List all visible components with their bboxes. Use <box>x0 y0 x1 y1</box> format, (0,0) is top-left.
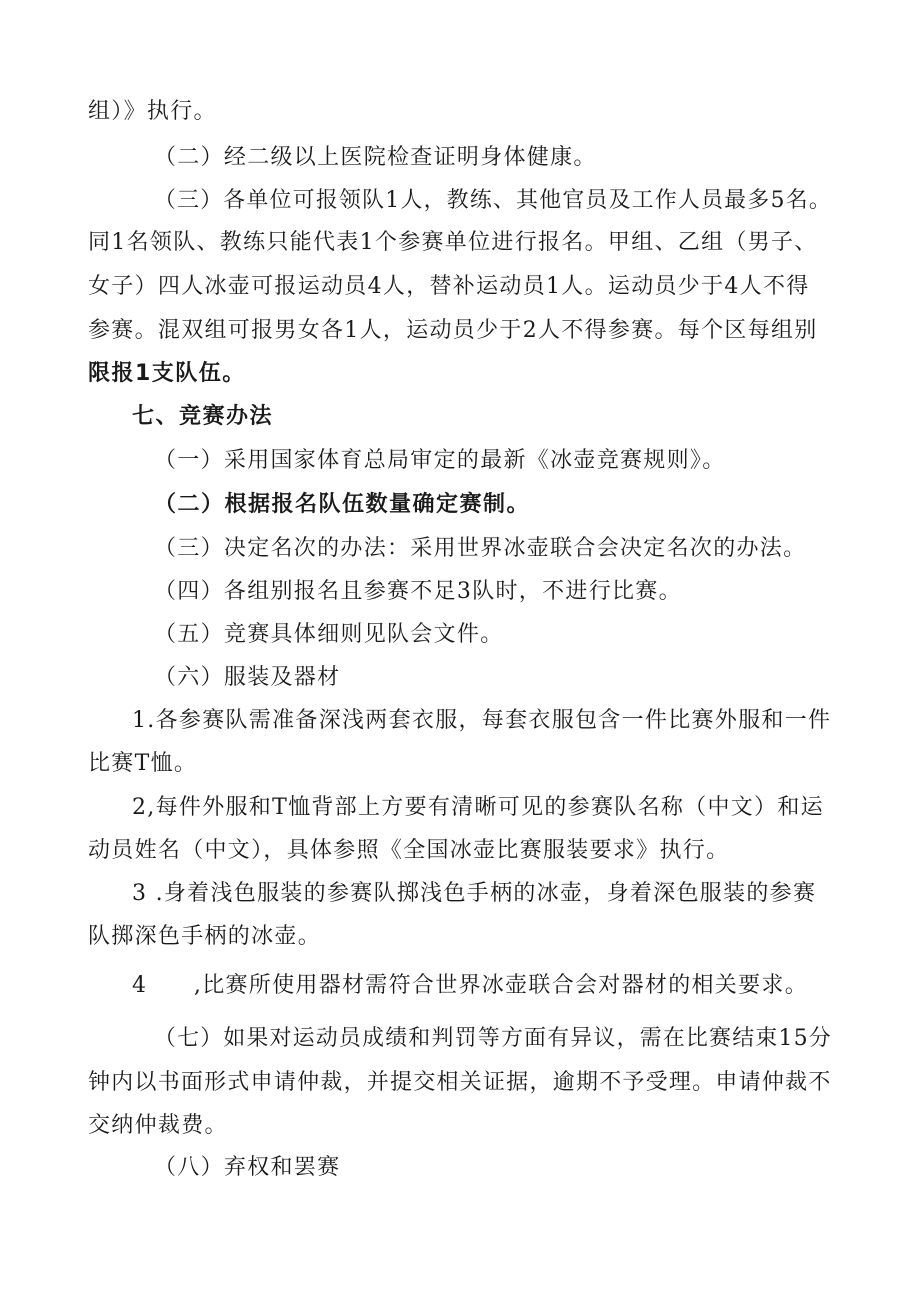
text-line: 交纳仲裁费。 <box>88 1113 228 1138</box>
text-line: 限报1支队伍。 <box>88 361 246 386</box>
text-line: 2,每件外服和T恤背部上方要有清晰可见的参赛队名称（中文）和运 <box>132 795 824 820</box>
text-line: 参赛。混双组可报男女各1人，运动员少于2人不得参赛。每个区每组别 <box>88 318 818 343</box>
text-line: （三）决定名次的办法：采用世界冰壶联合会决定名次的办法。 <box>154 536 807 561</box>
text-line: 同1名领队、教练只能代表1个参赛单位进行报名。甲组、乙组（男子、 <box>88 230 818 255</box>
text-line: （二）根据报名队伍数量确定赛制。 <box>154 492 531 517</box>
text-line: 3 .身着浅色服装的参赛队掷浅色手柄的冰壶，身着深色服装的参赛 <box>132 881 817 906</box>
text-line: 动员姓名（中文），具体参照《全国冰壶比赛服装要求》执行。 <box>88 838 730 863</box>
text-line: 1.各参赛队需准备深浅两套衣服，每套衣服包含一件比赛外服和一件 <box>132 708 832 733</box>
text-line: （六）服装及器材 <box>154 665 341 690</box>
section-heading: 七、竞赛办法 <box>132 404 274 429</box>
text-line: （七）如果对运动员成绩和判罚等方面有异议，需在比赛结束15分 <box>154 1026 833 1051</box>
text-line: 4 ,比赛所使用器材需符合世界冰壶联合会对器材的相关要求。 <box>132 973 808 998</box>
text-line: 组）》执行。 <box>88 99 217 124</box>
text-line: （二）经二级以上医院检查证明身体健康。 <box>154 145 597 170</box>
text-line: 队掷深色手柄的冰壶。 <box>88 924 322 949</box>
text-line: （五）竞赛具体细则见队会文件。 <box>154 622 504 647</box>
text-line: 比赛T恤。 <box>88 751 198 776</box>
text-line: （八）弃权和罢赛 <box>154 1155 341 1180</box>
text-line: （一）采用国家体育总局审定的最新《冰壶竞赛规则》。 <box>154 448 726 473</box>
text-line: （四）各组别报名且参赛不足3队时，不进行比赛。 <box>154 579 682 604</box>
text-line: （三）各单位可报领队1人，教练、其他官员及工作人员最多5名。 <box>154 188 833 213</box>
text-line: 女子）四人冰壶可报运动员4人，替补运动员1人。运动员少于4人不得 <box>88 274 810 299</box>
text-line: 钟内以书面形式申请仲裁，并提交相关证据，逾期不予受理。申请仲裁不 <box>88 1070 832 1095</box>
